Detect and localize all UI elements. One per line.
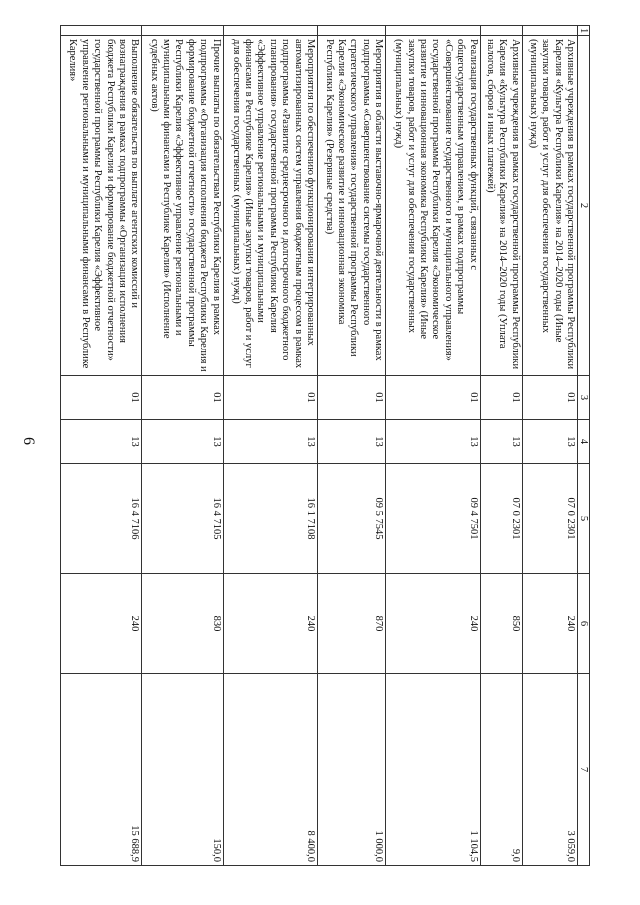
table-row: [317, 26, 385, 866]
cell-description: Архивные учреждения в рамках государственной программы Республики Карелия «Культура Республики Карелия» на 2014–2020 годы (Уплата налогов, сборов и иных платежей): [480, 36, 522, 376]
table-row: [142, 26, 223, 866]
header-col-4: 4: [578, 420, 590, 464]
cell-target-article: 09 4 7501: [386, 464, 480, 574]
cell-target-article: 16 1 7108: [223, 464, 317, 574]
header-col-6: 6: [578, 574, 590, 674]
cell-col-1: [386, 26, 480, 36]
header-col-3: 3: [578, 376, 590, 420]
cell-description: Мероприятия в области выставочно-ярмарочной деятельности в рамках подпрограммы «Совершенствование системы государственного стратегического управления» государственной программы Республики Карелия «Экономическое развитие и инновационная экономика Республики Карелия» (Резервные средства): [317, 36, 385, 376]
table-row: [223, 26, 317, 866]
page-number: 6: [20, 437, 37, 445]
header-col-7: 7: [578, 674, 590, 866]
cell-expense-type: 240: [522, 574, 577, 674]
cell-section: 01: [142, 376, 223, 420]
cell-target-article: 07 0 2301: [522, 464, 577, 574]
cell-amount: 1 104,5: [386, 674, 480, 866]
cell-section: 01: [223, 376, 317, 420]
header-col-5: 5: [578, 464, 590, 574]
header-col-2: 2: [578, 36, 590, 376]
cell-section: 01: [480, 376, 522, 420]
cell-col-1: [317, 26, 385, 36]
cell-target-article: 16 4 7106: [61, 464, 142, 574]
cell-expense-type: 240: [386, 574, 480, 674]
cell-description: Выполнение обязательств по выплате агентских комиссий и вознаграждения в рамках подпрограммы «Организация исполнения бюджета Республики Карелия и формирование бюджетной отчетности» государственной программы Республики Карелия «Эффективное управление региональными и муниципальными финансами в Республике Карелия»: [61, 36, 142, 376]
cell-col-1: [223, 26, 317, 36]
cell-expense-type: 870: [317, 574, 385, 674]
cell-target-article: 09 5 7545: [317, 464, 385, 574]
cell-expense-type: 830: [142, 574, 223, 674]
cell-amount: 8 400,0: [223, 674, 317, 866]
cell-description: Архивные учреждения в рамках государственной программы Республики Карелия «Культура Республики Карелия» на 2014–2020 годы (Иные закупки товаров, работ и услуг для обеспечения государственных (муниципальных) нужд): [522, 36, 577, 376]
header-row: [578, 26, 590, 866]
cell-subsection: 13: [223, 420, 317, 464]
cell-subsection: 13: [142, 420, 223, 464]
cell-amount: 15 688,9: [61, 674, 142, 866]
cell-section: 01: [61, 376, 142, 420]
cell-subsection: 13: [61, 420, 142, 464]
cell-description: Реализация государственных функций, связанных с общегосударственным управлением, в рамках подпрограммы «Совершенствование государственного и муниципального управления» государственной программы Республики Карелия «Экономическое развитие и инновационная экономика Республики Карелия» (Иные закупки товаров, работ и услуг для обеспечения государственных (муниципальных) нужд): [386, 36, 480, 376]
cell-col-1: [61, 26, 142, 36]
cell-description: Мероприятия по обеспечению функционирования интегрированных автоматизированных систем управления бюджетным процессом в рамках подпрограммы «Развитие среднесрочного и долгосрочного бюджетного планирования» государственной программы Республики Карелия «Эффективное управление региональными и муниципальными финансами в Республике Карелия» (Иные закупки товаров, работ и услуг для обеспечения государственных (муниципальных) нужд): [223, 36, 317, 376]
cell-subsection: 13: [317, 420, 385, 464]
cell-subsection: 13: [480, 420, 522, 464]
budget-table-container: [60, 25, 590, 865]
cell-expense-type: 240: [223, 574, 317, 674]
cell-amount: 1 000,0: [317, 674, 385, 866]
cell-amount: 3 059,0: [522, 674, 577, 866]
cell-amount: 9,0: [480, 674, 522, 866]
cell-subsection: 13: [522, 420, 577, 464]
cell-col-1: [142, 26, 223, 36]
table-row: [386, 26, 480, 866]
cell-description: Прочие выплаты по обязательствам Республики Карелия в рамках подпрограммы «Организация исполнения бюджета Республики Карелия и формирование бюджетной отчетности» государственной программы Республики Карелия «Эффективное управление региональными и муниципальными финансами в Республике Карелия» (Исполнение судебных актов): [142, 36, 223, 376]
table-row: [522, 26, 577, 866]
cell-target-article: 07 0 2301: [480, 464, 522, 574]
budget-table: [60, 25, 590, 866]
cell-expense-type: 850: [480, 574, 522, 674]
cell-expense-type: 240: [61, 574, 142, 674]
cell-amount: 150,0: [142, 674, 223, 866]
cell-col-1: [522, 26, 577, 36]
cell-section: 01: [386, 376, 480, 420]
cell-section: 01: [522, 376, 577, 420]
header-col-1: 1: [578, 26, 590, 36]
table-row: [480, 26, 522, 866]
table-row: [61, 26, 142, 866]
cell-section: 01: [317, 376, 385, 420]
cell-subsection: 13: [386, 420, 480, 464]
cell-col-1: [480, 26, 522, 36]
cell-target-article: 16 4 7105: [142, 464, 223, 574]
